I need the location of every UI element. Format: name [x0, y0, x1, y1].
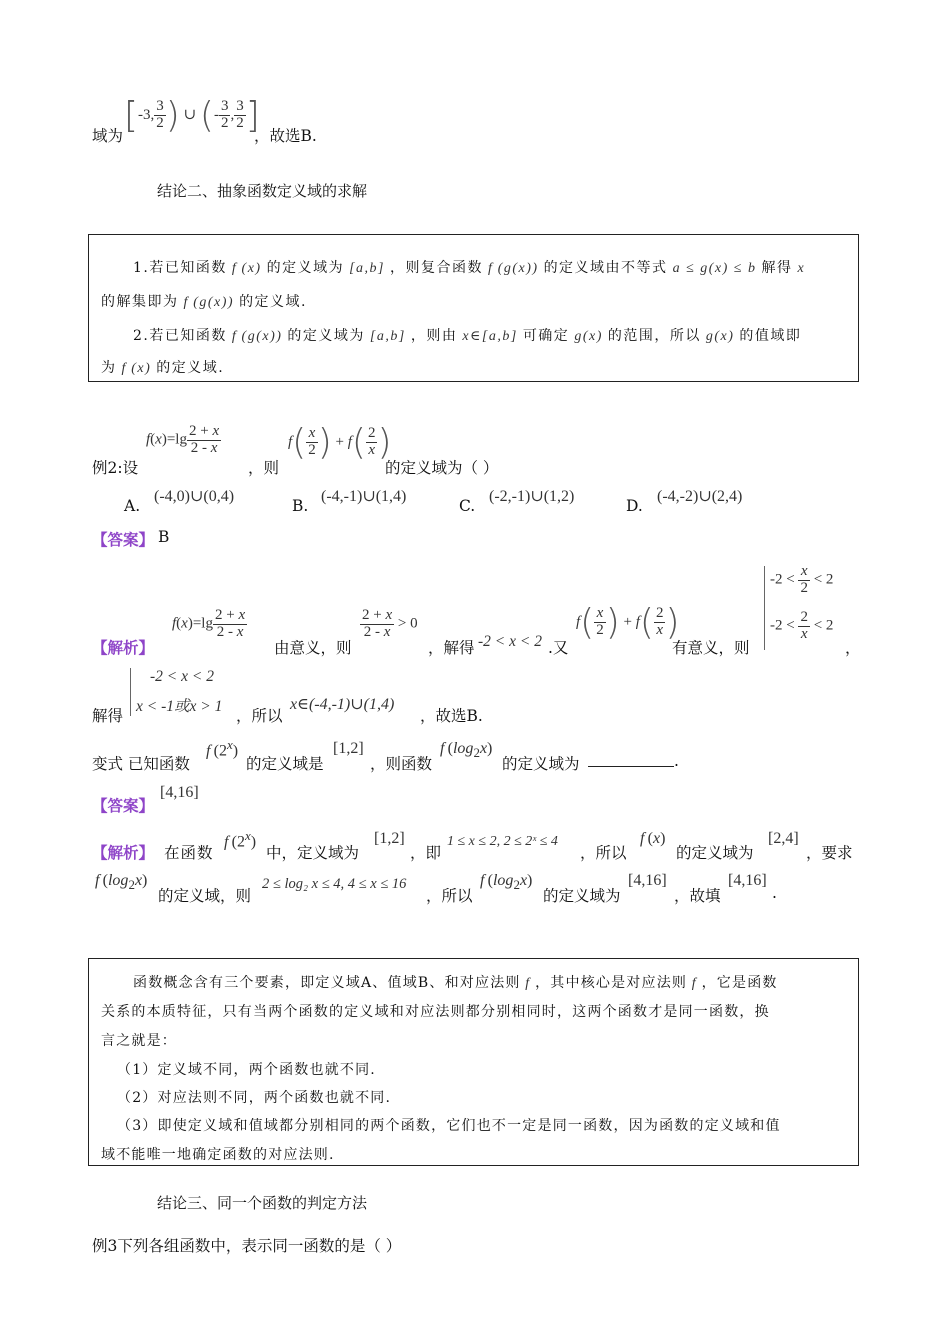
variant-a-dom2: [2,4] [768, 830, 799, 847]
box2-p1: 函数概念含有三个要素，即定义域A、值域B、和对应法则 f ，其中核心是对应法则 f ，它是函数 [133, 975, 778, 991]
variant-domain: [1,2] [333, 740, 364, 757]
box2-item1: （1）定义域不同，两个函数也就不同. [117, 1062, 376, 1078]
analysis-system-row1: -2 < $\frac{x}{2}$ < 2 [770, 563, 834, 596]
example3-label: 例3下列各组函数中，表示同一函数的是（ ） [92, 1237, 402, 1255]
variant-text-3: 的定义域为 [502, 755, 580, 773]
variant-a-ans1: [4,16] [628, 872, 667, 889]
analysis-text-6: ，所以 [236, 707, 283, 725]
variant-a1: 在函数 [164, 844, 214, 862]
option-d-value: (-4,-2)∪(2,4) [657, 488, 743, 505]
example2-mid: ，则 [248, 459, 280, 477]
variant-a-fx: f (x) [640, 830, 666, 847]
solve-system-brace [130, 668, 131, 716]
box2-item2: （2）对应法则不同，两个函数也就不同. [117, 1090, 392, 1106]
option-a-value: (-4,0)∪(0,4) [154, 488, 235, 505]
variant-a4: ，所以 [580, 844, 627, 862]
domain-prefix: 域为 [92, 127, 124, 145]
box2-p3: 言之就是： [101, 1033, 177, 1049]
analysis-text-7: ，故选B. [420, 707, 483, 725]
variant-a-fn1: f (2$^x$) [224, 828, 257, 851]
variant-blank[interactable] [588, 752, 674, 771]
variant-a5: 的定义域为 [676, 844, 754, 862]
variant-fn1: f (2$^x$) [206, 737, 239, 760]
analysis-ineq: -2 < x < 2 [478, 633, 542, 650]
analysis-function: f(x)=lg $\frac{2 + x}{2 - x}$ [172, 607, 246, 640]
analysis-system-row2: -2 < $\frac{2}{x}$ < 2 [770, 609, 834, 642]
analysis-system-brace [764, 566, 765, 650]
variant-answer: [4,16] [160, 784, 199, 801]
solve-system-row2: x < -1或x > 1 [136, 698, 223, 715]
variant-a6: ，要求 [806, 844, 853, 862]
variant-a9: 的定义域为 [543, 887, 621, 905]
analysis-composite: f( $\frac{x}{2}$ ) + f( $\frac{2}{x}$ ) [576, 602, 680, 643]
section-conclusion3: 结论三、同一个函数的判定方法 [157, 1194, 368, 1212]
variant-a-ineq2: 2 ≤ log₂ x ≤ 4, 4 ≤ x ≤ 16 [262, 876, 407, 892]
option-b-value: (-4,-1)∪(1,4) [321, 488, 407, 505]
analysis-text-2: ，解得 [428, 639, 475, 657]
analysis-text-4: 有意义，则 [672, 639, 750, 657]
variant-fn2: f $(\log_2x)$ [440, 740, 493, 761]
rule-box-1 [88, 234, 859, 382]
variant-end: . [674, 752, 679, 770]
variant-a-ans2: [4,16] [728, 872, 767, 889]
example2-tail: 的定义域为（ ） [385, 459, 499, 477]
rule-box-2 [88, 958, 859, 1166]
solve-system-row1: -2 < x < 2 [150, 668, 214, 685]
variant-a11: . [772, 884, 777, 902]
analysis-text-5: ， [845, 639, 861, 657]
analysis-solve: 解得 [92, 707, 124, 725]
variant-text-2: ，则函数 [370, 755, 433, 773]
variant-label: 变式 已知函数 [92, 755, 190, 773]
box1-line1: 1.若已知函数 f (x) 的定义域为 [a,b] ，则复合函数 f (g(x)) 的定义域由不等式 a ≤ g(x) ≤ b 解得 x [133, 260, 806, 276]
option-b-letter: B. [292, 497, 309, 515]
box1-line4: 为 f (x) 的定义域. [101, 360, 225, 376]
variant-a2: 中，定义域为 [266, 844, 360, 862]
domain-suffix: ，故选B. [254, 127, 317, 145]
example2-function: f(x)=lg $\frac{2 + x}{2 - x}$ [146, 423, 220, 456]
analysis-text-3: .又 [548, 639, 569, 657]
example2-analysis-tag: 【解析】 [92, 639, 155, 657]
option-c-value: (-2,-1)∪(1,2) [489, 488, 575, 505]
example2-answer-tag: 【答案】 [92, 531, 155, 549]
analysis-result: x∈(-4,-1)∪(1,4) [290, 696, 395, 713]
example2-answer: B [158, 528, 170, 546]
box1-line3: 2.若已知函数 f (g(x)) 的定义域为 [a,b] ，则由 x∈[a,b] 可确定 g(x) 的范围，所以 g(x) 的值域即 [133, 328, 802, 344]
box2-item3a: （3）即使定义域和值域都分别相同的两个函数，它们也不一定是同一函数，因为函数的定义域和值 [117, 1118, 781, 1134]
variant-a-fn3: f $(\log_2x)$ [480, 872, 533, 893]
option-a-letter: A. [124, 497, 141, 515]
option-c-letter: C. [459, 497, 476, 515]
variant-a10: ，故填 [674, 887, 721, 905]
option-d-letter: D. [626, 497, 643, 515]
box2-p2: 关系的本质特征，只有当两个函数的定义域和对应法则都分别相同时，这两个函数才是同一函数，换 [101, 1004, 770, 1020]
variant-a3: ，即 [410, 844, 442, 862]
variant-analysis-tag: 【解析】 [92, 844, 155, 862]
analysis-ineq-frac: $\frac{2 + x}{2 - x}$ > 0 [362, 607, 418, 640]
variant-a7: 的定义域，则 [158, 887, 252, 905]
example2-composite: f( $\frac{x}{2}$ ) + f( $\frac{2}{x}$ ) [288, 422, 392, 463]
domain-interval: [-3, $\frac{3}{2}$ ) ∪ (- $\frac{3}{2}$ , $\frac{3}{2}$ ] [124, 95, 260, 136]
variant-a-ineq1: 1 ≤ x ≤ 2, 2 ≤ 2ˣ ≤ 4 [447, 834, 558, 849]
variant-a-fn2: f $(\log_2x)$ [95, 872, 148, 893]
variant-a-dom1: [1,2] [374, 830, 405, 847]
variant-answer-tag: 【答案】 [92, 797, 155, 815]
box1-line2: 的解集即为 f (g(x)) 的定义域. [101, 294, 308, 310]
section-conclusion2: 结论二、抽象函数定义域的求解 [157, 182, 368, 200]
box2-item3b: 域不能唯一地确定函数的对应法则. [101, 1147, 335, 1163]
example2-label: 例2:设 [92, 459, 139, 477]
variant-text-1: 的定义域是 [246, 755, 324, 773]
variant-a8: ，所以 [426, 887, 473, 905]
analysis-text-1: 由意义，则 [274, 639, 352, 657]
